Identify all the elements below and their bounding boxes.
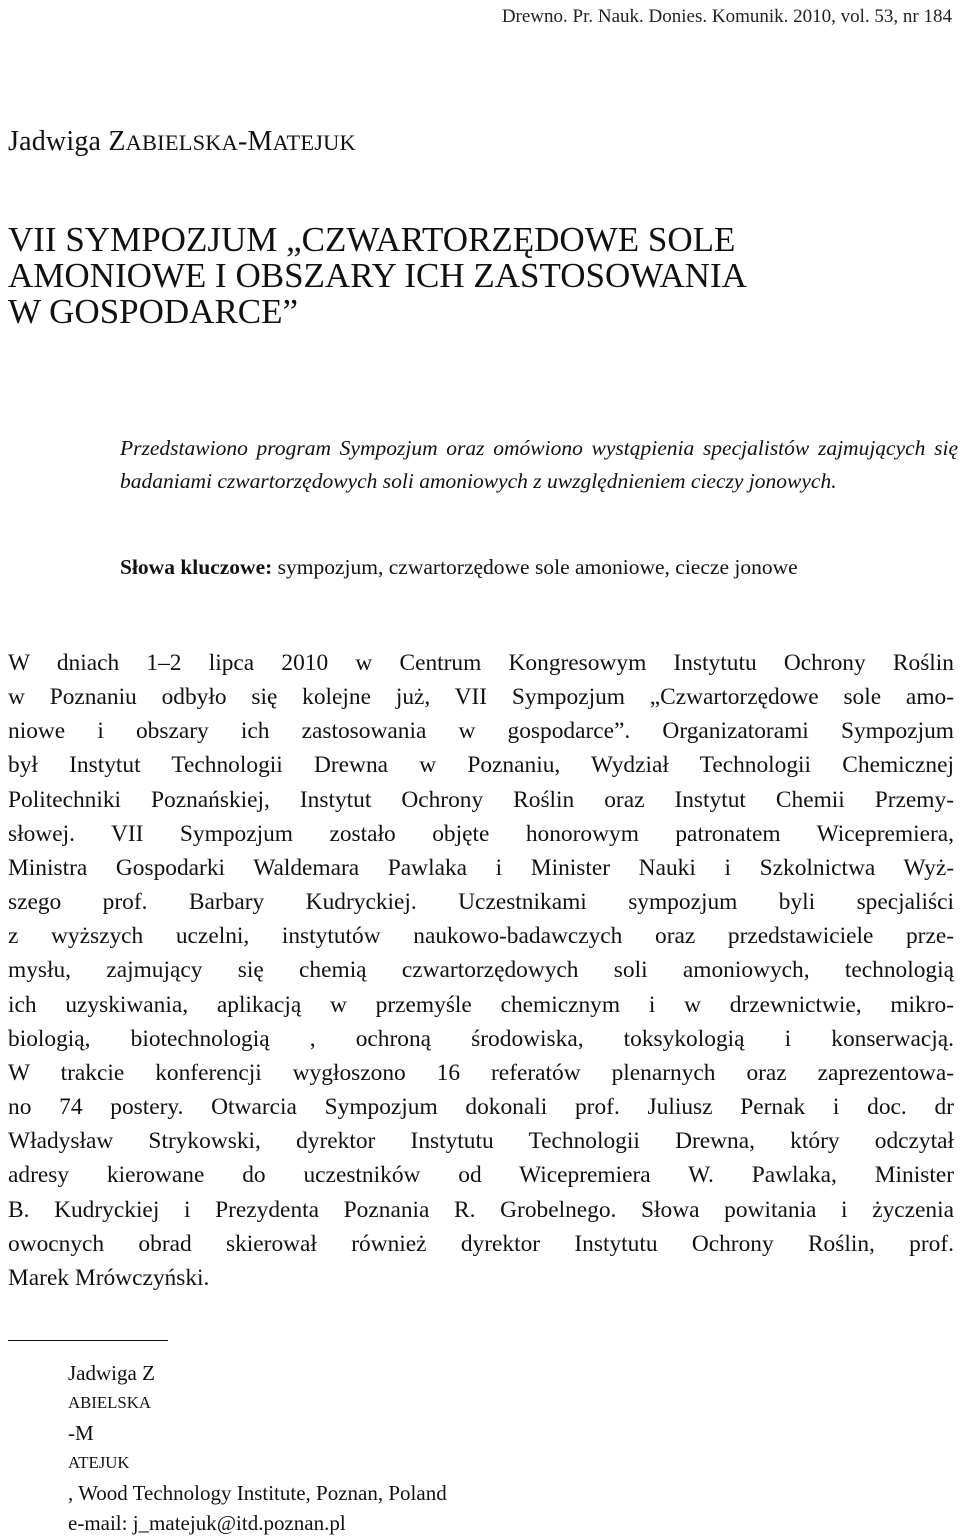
footnote-author-dash: -M bbox=[68, 1421, 94, 1445]
body-line: słowej. VII Sympozjum zostało objęte honorowym patronatem Wicepremiera, bbox=[8, 820, 954, 847]
body-line: niowe i obszary ich zastosowania w gospodarce”. Organizatorami Sympozjum bbox=[8, 718, 954, 745]
body-line: mysłu, zajmujący się chemią czwartorzędowych soli amoniowych, technologią bbox=[8, 957, 954, 984]
body-line: Ministra Gospodarki Waldemara Pawlaka i Minister Nauki i Szkolnictwa Wyż- bbox=[8, 854, 954, 881]
author-smallcaps-2: ATEJUK bbox=[272, 130, 356, 155]
body-line: owocnych obrad skierował również dyrektor Instytutu Ochrony Roślin, prof. bbox=[8, 1230, 954, 1257]
keywords bbox=[120, 552, 958, 582]
footnote-author-sc2: ATEJUK bbox=[68, 1453, 130, 1472]
footnote-author-line bbox=[68, 1358, 948, 1508]
footnote-author-first: Jadwiga Z bbox=[68, 1361, 155, 1385]
journal-reference: Drewno. Pr. Nauk. Donies. Komunik. 2010, vol. 53, nr 184 bbox=[501, 6, 952, 27]
abstract: Przedstawiono program Sympozjum oraz omówiono wystąpienia specjalistów zajmujących się badaniami czwartorzędowych soli amoniowych z uwzględnieniem cieczy jonowych. bbox=[120, 436, 958, 493]
author-dash: -M bbox=[237, 126, 273, 157]
body-line: W trakcie konferencji wygłoszono 16 referatów plenarnych oraz zaprezentowa- bbox=[8, 1059, 954, 1086]
body-line: biologią, biotechnologią , ochroną środowiska, toksykologią i konserwacją. bbox=[8, 1025, 954, 1052]
body-line: Marek Mrówczyński. bbox=[8, 1264, 210, 1291]
author-name bbox=[8, 126, 356, 158]
keywords-label: Słowa kluczowe: bbox=[120, 555, 273, 579]
footnote-author-sc1: ABIELSKA bbox=[68, 1393, 151, 1412]
title-line-1: VII SYMPOZJUM „CZWARTORZĘDOWE SOLE bbox=[8, 220, 736, 259]
body-line: B. Kudryckiej i Prezydenta Poznania R. Grobelnego. Słowa powitania i życzenia bbox=[8, 1196, 954, 1223]
body-line: ich uzyskiwania, aplikacją w przemyśle chemicznym i w drzewnictwie, mikro- bbox=[8, 991, 954, 1018]
title-line-3: W GOSPODARCE” bbox=[8, 292, 299, 331]
body-line: szego prof. Barbary Kudryckiej. Uczestnikami sympozjum byli specjaliści bbox=[8, 889, 954, 916]
body-line: z wyższych uczelni, instytutów naukowo-badawczych oraz przedstawiciele prze- bbox=[8, 923, 954, 950]
paper-title bbox=[8, 222, 954, 330]
footnote bbox=[68, 1358, 948, 1538]
body-line: W dniach 1–2 lipca 2010 w Centrum Kongresowym Instytutu Ochrony Roślin bbox=[8, 650, 954, 676]
title-line-2: AMONIOWE I OBSZARY ICH ZASTOSOWANIA bbox=[8, 256, 747, 295]
footnote-rule bbox=[8, 1340, 168, 1341]
body-line: no 74 postery. Otwarcia Sympozjum dokonali prof. Juliusz Pernak i doc. dr bbox=[8, 1094, 954, 1121]
body-line: Władysław Strykowski, dyrektor Instytutu Technologii Drewna, który odczytał bbox=[8, 1128, 954, 1155]
footnote-email: e-mail: j_matejuk@itd.poznan.pl bbox=[68, 1511, 346, 1535]
body-line: adresy kierowane do uczestników od Wicepremiera W. Pawlaka, Minister bbox=[8, 1162, 954, 1189]
paper-page bbox=[8, 0, 958, 1535]
body-line: był Instytut Technologii Drewna w Poznaniu, Wydział Technologii Chemicznej bbox=[8, 752, 954, 779]
author-first: Jadwiga Z bbox=[8, 126, 126, 157]
footnote-affiliation: , Wood Technology Institute, Poznan, Poland bbox=[68, 1481, 447, 1505]
body-line: Politechniki Poznańskiej, Instytut Ochrony Roślin oraz Instytut Chemii Przemy- bbox=[8, 786, 954, 813]
keywords-text: sympozjum, czwartorzędowe sole amoniowe, ciecze jonowe bbox=[272, 555, 798, 579]
author-smallcaps-1: ABIELSKA bbox=[125, 130, 238, 155]
body-line: w Poznaniu odbyło się kolejne już, VII Sympozjum „Czwartorzędowe sole amo- bbox=[8, 684, 954, 711]
body-paragraph bbox=[8, 646, 954, 1295]
